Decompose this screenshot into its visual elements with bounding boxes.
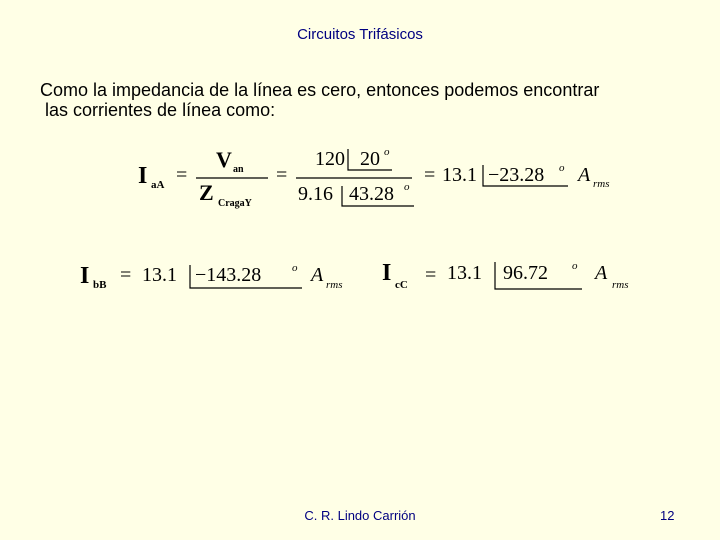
- equation-3: [382, 260, 629, 291]
- eq1-den-degree: o: [404, 181, 410, 193]
- eq1-num-degree: o: [384, 146, 390, 158]
- eq1-result-angle: −23.28: [488, 164, 545, 186]
- eq1-result-magnitude: 13.1: [442, 164, 477, 186]
- eq2-equals: =: [120, 264, 132, 286]
- eq1-num-angle: 20: [360, 148, 380, 170]
- eq2-unit-subscript: rms: [326, 279, 343, 291]
- equation-1: [138, 146, 610, 209]
- footer-author: C. R. Lindo Carrión: [304, 508, 416, 523]
- paragraph-line-1: Como la impedancia de la línea es cero, entonces podemos encontrar: [40, 80, 600, 100]
- eq2-result-degree: o: [292, 262, 298, 274]
- eq1-numerator-subscript: an: [233, 164, 244, 175]
- eq3-lhs-symbol: I: [382, 260, 392, 286]
- eq1-denominator-subscript: CragaY: [218, 198, 252, 209]
- eq1-unit: A: [578, 164, 591, 186]
- paragraph-line-2: las corrientes de línea como:: [45, 100, 276, 120]
- eq3-unit: A: [595, 262, 608, 284]
- eq3-lhs-subscript: cC: [395, 279, 408, 291]
- equation-2: [80, 262, 343, 291]
- eq3-result-magnitude: 13.1: [447, 262, 482, 284]
- eq2-lhs-subscript: bB: [93, 279, 107, 291]
- eq1-equals-3: =: [424, 164, 436, 186]
- eq1-den-angle: 43.28: [349, 183, 394, 205]
- eq3-equals: =: [425, 264, 437, 286]
- eq3-unit-subscript: rms: [612, 279, 629, 291]
- eq1-denominator-symbol: Z: [199, 180, 214, 205]
- eq1-result-degree: o: [559, 162, 565, 174]
- eq1-den-magnitude: 9.16: [298, 183, 333, 205]
- eq1-unit-subscript: rms: [593, 178, 610, 190]
- eq1-numerator-symbol: V: [216, 147, 232, 172]
- slide-title: Circuitos Trifásicos: [297, 26, 423, 43]
- page-number: 12: [660, 508, 675, 523]
- eq1-num-magnitude: 120: [315, 148, 345, 170]
- eq2-lhs-symbol: I: [80, 263, 90, 289]
- eq1-equals-1: =: [176, 164, 188, 186]
- eq2-result-magnitude: 13.1: [142, 264, 177, 286]
- eq1-lhs-symbol: I: [138, 163, 148, 189]
- eq2-unit: A: [311, 264, 324, 286]
- eq1-equals-2: =: [276, 164, 288, 186]
- eq1-lhs-subscript: aA: [151, 179, 165, 191]
- eq2-result-angle: −143.28: [195, 264, 262, 286]
- eq3-result-angle: 96.72: [503, 262, 548, 284]
- eq3-result-degree: o: [572, 260, 578, 272]
